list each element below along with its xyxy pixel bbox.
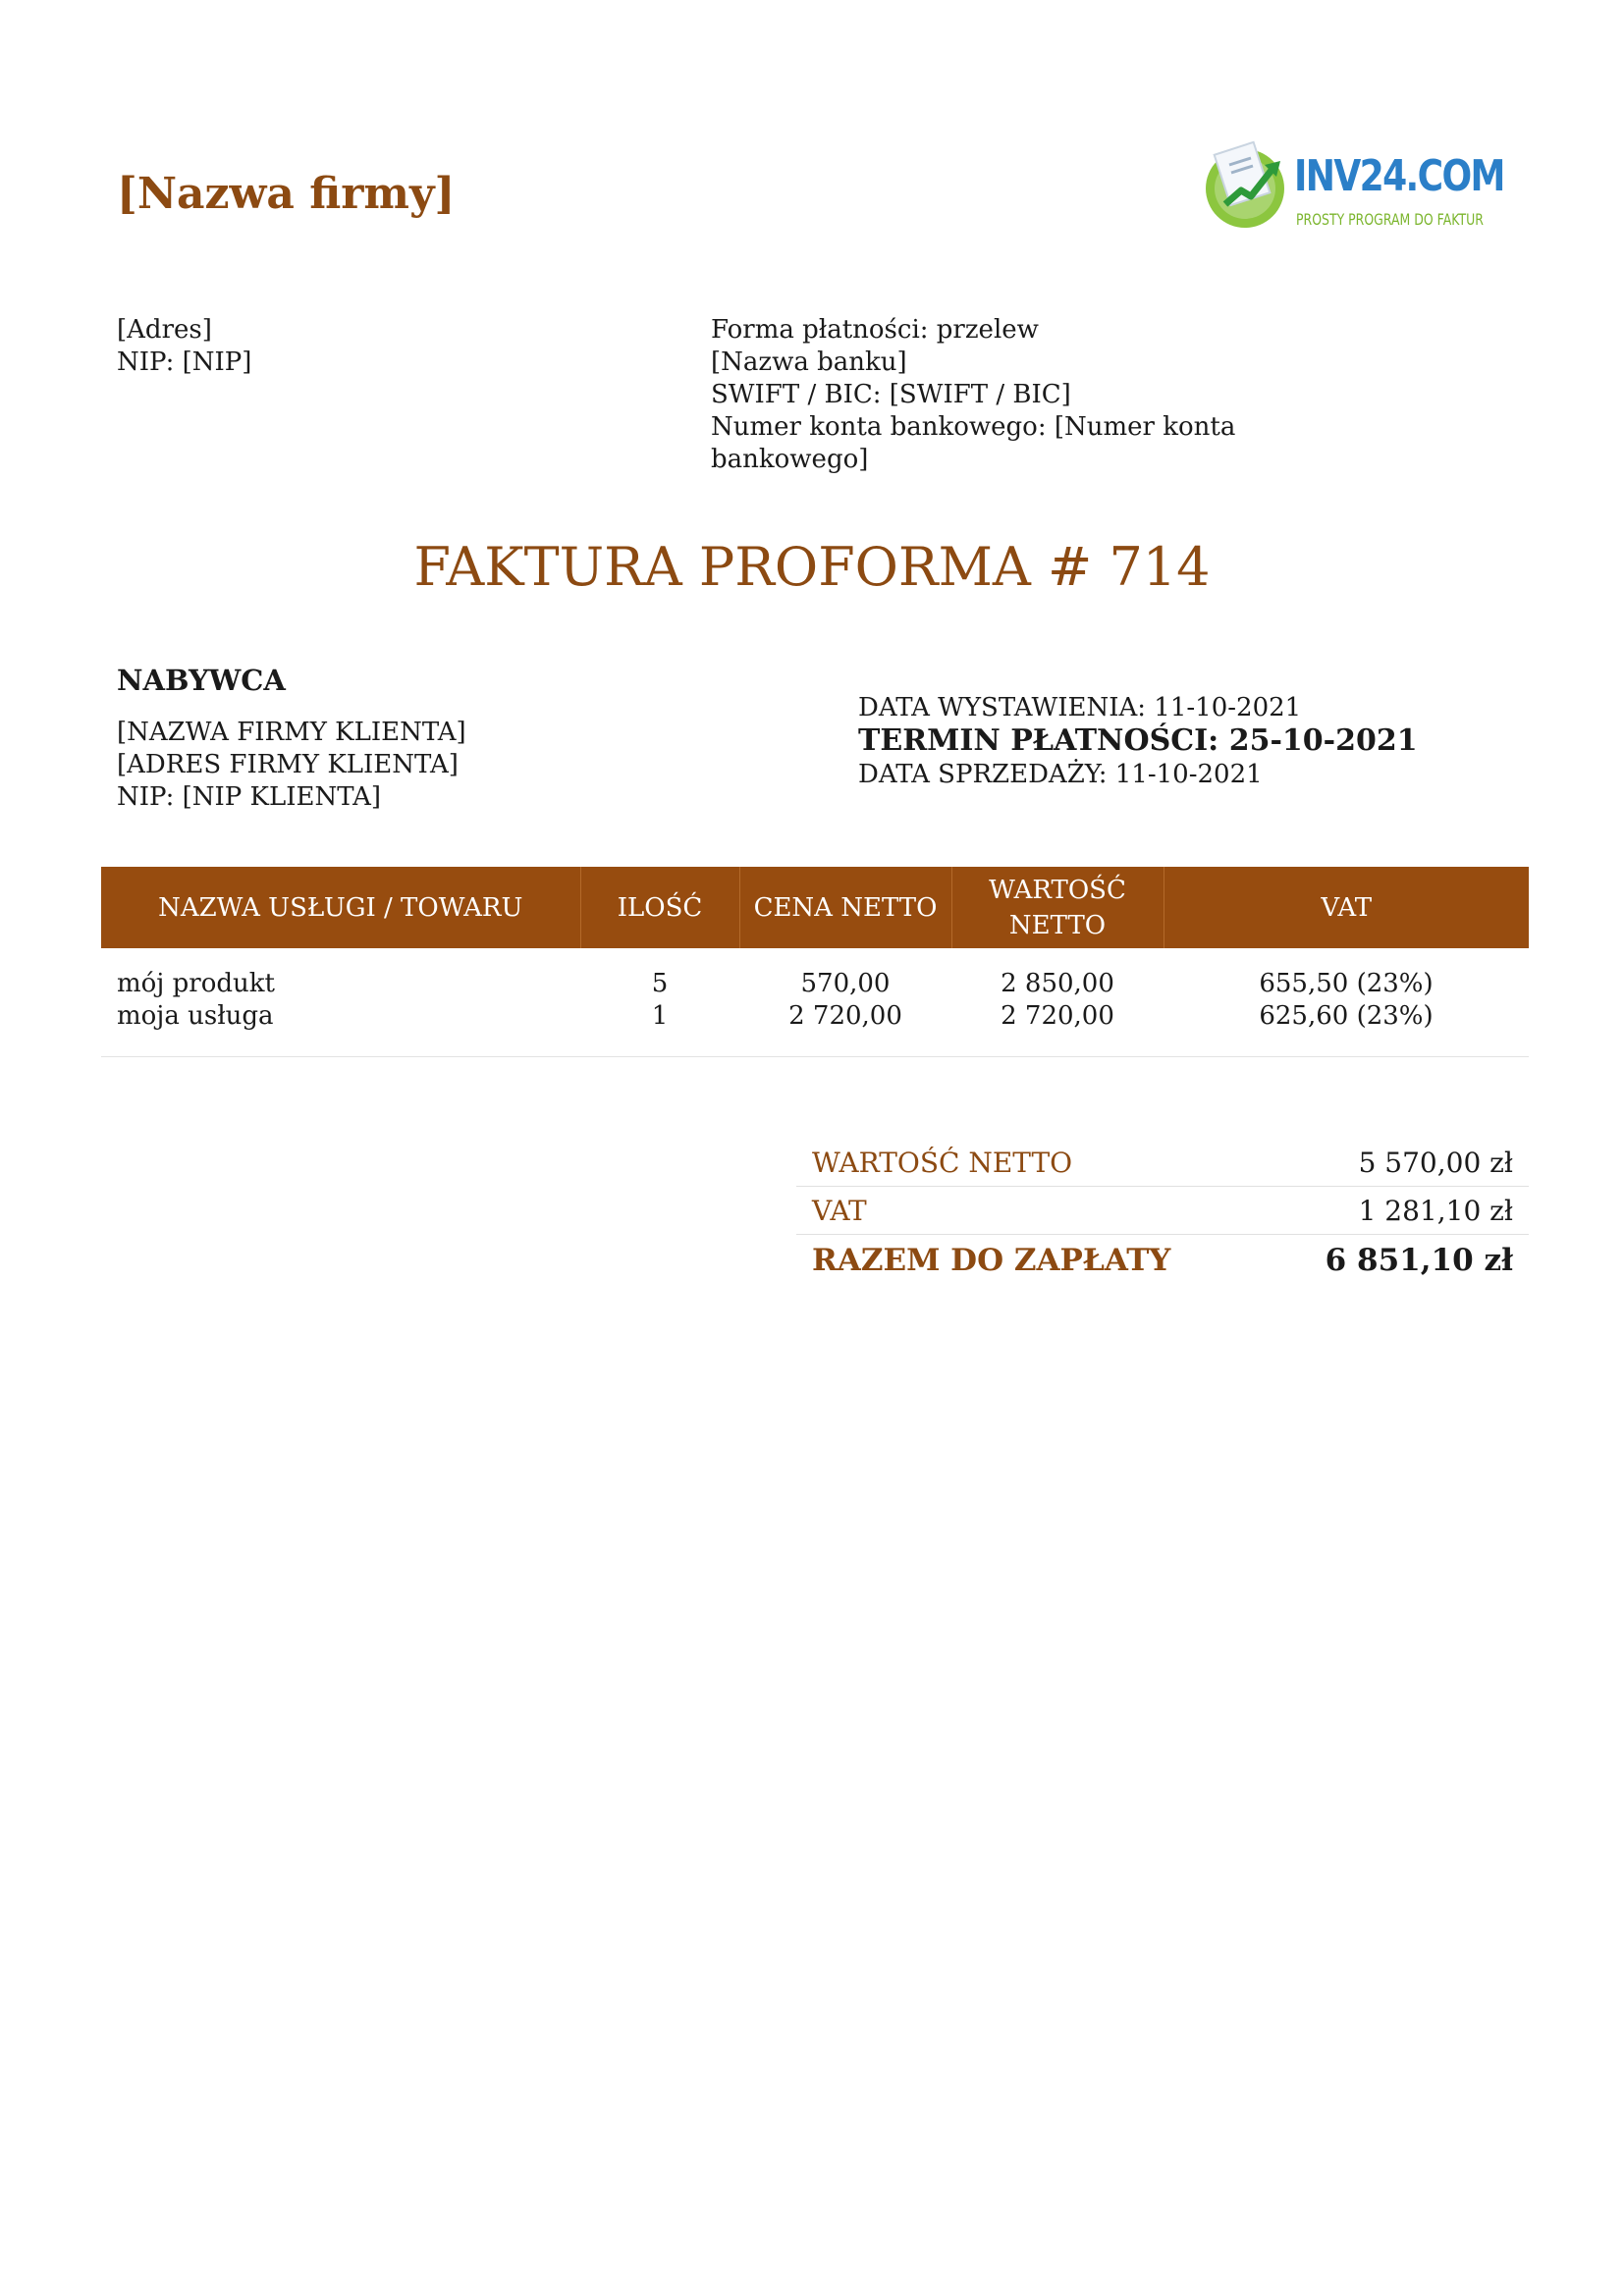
items-table bbox=[101, 867, 1529, 1057]
payment-details bbox=[711, 314, 1235, 476]
total-net-label: WARTOŚĆ NETTO bbox=[796, 1139, 1266, 1187]
sale-date: DATA SPRZEDAŻY: 11-10-2021 bbox=[858, 760, 1263, 789]
bank-account-cont: bankowego] bbox=[711, 445, 869, 474]
logo-tagline: PROSTY PROGRAM DO FAKTUR bbox=[1296, 210, 1484, 229]
item-net: 2 720,00 bbox=[951, 1000, 1164, 1057]
grand-total-value: 6 851,10 zł bbox=[1325, 1243, 1513, 1278]
item-qty: 1 bbox=[580, 1000, 739, 1057]
logo bbox=[1200, 139, 1504, 245]
total-vat-row bbox=[796, 1187, 1529, 1235]
due-date: TERMIN PŁATNOŚCI: 25-10-2021 bbox=[858, 723, 1418, 758]
col-header-qty: ILOŚĆ bbox=[580, 867, 739, 948]
item-name: mój produkt bbox=[117, 969, 275, 998]
col-header-name: NAZWA USŁUGI / TOWARU bbox=[101, 867, 580, 948]
items-header-row bbox=[101, 867, 1529, 948]
bank-name: [Nazwa banku] bbox=[711, 347, 907, 377]
item-qty: 5 bbox=[651, 969, 669, 998]
seller-address bbox=[117, 314, 251, 379]
grand-total-label: RAZEM DO ZAPŁATY bbox=[812, 1243, 1171, 1278]
item-net: 2 850,00 bbox=[1001, 969, 1114, 998]
table-row bbox=[101, 948, 1529, 1000]
grand-total-row bbox=[796, 1235, 1529, 1287]
col-header-price: CENA NETTO bbox=[739, 867, 951, 948]
seller-address-line: [Adres] bbox=[117, 315, 212, 345]
item-price: 2 720,00 bbox=[739, 1000, 951, 1057]
swift-bic: SWIFT / BIC: [SWIFT / BIC] bbox=[711, 380, 1071, 409]
item-name: moja usługa bbox=[101, 1000, 580, 1057]
col-header-net-line2: NETTO bbox=[1008, 910, 1107, 940]
buyer-address: [ADRES FIRMY KLIENTA] bbox=[117, 750, 459, 779]
totals-table bbox=[796, 1139, 1529, 1286]
invoice-dates bbox=[858, 691, 1418, 791]
seller-nip: NIP: [NIP] bbox=[117, 347, 252, 377]
bank-account: Numer konta bankowego: [Numer konta bbox=[711, 412, 1236, 442]
invoice-logo-icon bbox=[1200, 139, 1290, 230]
col-header-net-line1: WARTOŚĆ bbox=[989, 875, 1126, 905]
item-vat: 655,50 (23%) bbox=[1259, 969, 1434, 998]
payment-method: Forma płatności: przelew bbox=[711, 315, 1039, 345]
invoice-title: FAKTURA PROFORMA # 714 bbox=[413, 536, 1211, 598]
table-row bbox=[101, 1000, 1529, 1057]
logo-brand: INV24.COM bbox=[1294, 151, 1504, 201]
total-net-value: 5 570,00 zł bbox=[1266, 1139, 1529, 1187]
buyer-heading: NABYWCA bbox=[117, 664, 286, 697]
col-header-net bbox=[951, 867, 1164, 948]
buyer-nip: NIP: [NIP KLIENTA] bbox=[117, 782, 382, 812]
buyer-details bbox=[117, 717, 466, 814]
company-name: [Nazwa firmy] bbox=[117, 169, 456, 219]
total-vat-label: VAT bbox=[796, 1187, 1266, 1235]
col-header-vat: VAT bbox=[1321, 892, 1373, 923]
item-price: 570,00 bbox=[800, 969, 891, 998]
buyer-company: [NAZWA FIRMY KLIENTA] bbox=[117, 718, 466, 747]
total-net-row bbox=[796, 1139, 1529, 1187]
item-vat: 625,60 (23%) bbox=[1164, 1000, 1529, 1057]
total-vat-value: 1 281,10 zł bbox=[1266, 1187, 1529, 1235]
issue-date: DATA WYSTAWIENIA: 11-10-2021 bbox=[858, 693, 1302, 722]
